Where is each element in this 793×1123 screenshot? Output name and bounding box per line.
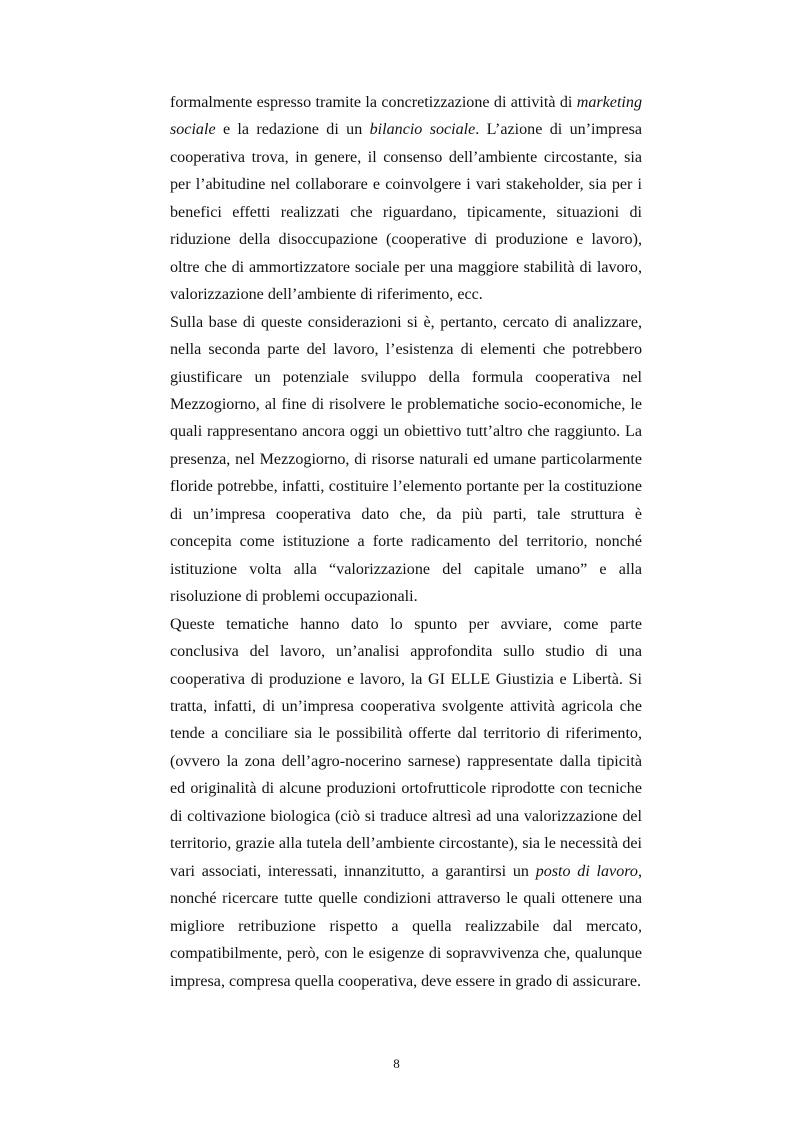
text-segment: formalmente espresso tramite la concretizzazione di attività di <box>170 94 577 111</box>
text-segment: e la redazione di un <box>215 121 370 139</box>
italic-term-marketing-sociale: marketing sociale <box>170 94 642 139</box>
document-body <box>170 89 642 995</box>
paragraph-1 <box>170 89 642 309</box>
paragraph-3 <box>170 611 642 995</box>
italic-term-posto-di-lavoro: posto di lavoro <box>535 862 638 880</box>
page-number: 8 <box>393 1056 400 1071</box>
paragraph-2 <box>170 309 642 611</box>
text-segment: Queste tematiche hanno dato lo spunto per avviare, come parte conclusiva del lavoro, un’analisi approfondita sullo studio di una cooperativa di produzione e lavoro, la GI ELLE Giustizia e Libertà. Si tratta, infatti, di un’impresa cooperativa svolgente attività agricola che tende a conciliare sia le possibilità offerte dal territorio di riferimento, (ovvero la zona dell’agro-nocerino sarnese) rappresentate dalla tipicità ed originalità di alcune produzioni ortofrutticole riprodotte con tecniche di coltivazione biologica (ciò si traduce altresì ad una valorizzazione del territorio, grazie alla tutela dell’ambiente circostante), sia le necessità dei vari associati, interessati, innanzitutto, a garantirsi un <box>170 615 642 880</box>
italic-term-bilancio-sociale: bilancio sociale <box>369 121 476 139</box>
text-segment: Sulla base di queste considerazioni si è, pertanto, cercato di analizzare, nella seconda parte del lavoro, l’esistenza di elementi che potrebbero giustificare un potenziale sviluppo della formula cooperativa nel Mezzogiorno, al fine di risolvere le problematiche socio-economiche, le quali rappresentano ancora oggi un obiettivo tutt’altro che raggiunto. La presenza, nel Mezzogiorno, di risorse naturali ed umane particolarmente floride potrebbe, infatti, costituire l’elemento portante per la costituzione di un’impresa cooperativa dato che, da più parti, tale struttura è concepita come istituzione a forte radicamento del territorio, nonché istituzione volta alla “valorizzazione del capitale umano” e alla risoluzione di problemi occupazionali. <box>170 313 642 606</box>
text-segment: , nonché ricercare tutte quelle condizioni attraverso le quali ottenere una migliore retribuzione rispetto a quella realizzabile dal mercato, compatibilmente, però, con le esigenze di sopravvivenza che, qualunque impresa, compresa quella cooperativa, deve essere in grado di assicurare. <box>170 862 642 990</box>
text-segment: . L’azione di un’impresa cooperativa trova, in genere, il consenso dell’ambiente circostante, sia per l’abitudine nel collaborare e coinvolgere i vari stakeholder, sia per i benefici effetti realizzati che riguardano, tipicamente, situazioni di riduzione della disoccupazione (cooperative di produzione e lavoro), oltre che di ammortizzatore sociale per una maggiore stabilità di lavoro, valorizzazione dell’ambiente di riferimento, ecc. <box>170 121 642 304</box>
